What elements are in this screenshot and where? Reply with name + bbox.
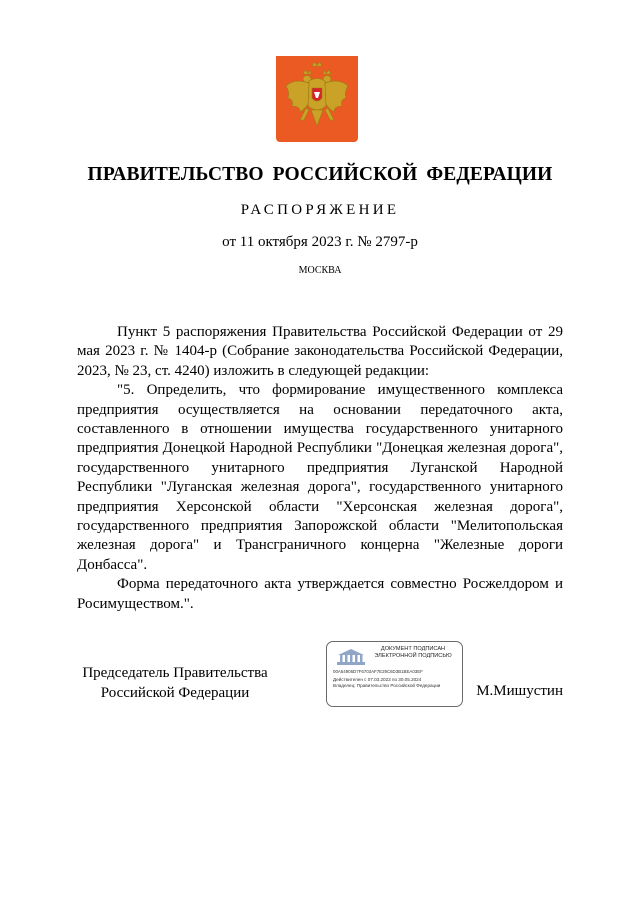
stamp-certificate: 00A54905D7F6703AF7E29C6D3B1BEA03EF bbox=[333, 669, 423, 674]
stamp-details bbox=[333, 677, 458, 689]
signatory-position-line1: Председатель Правительства bbox=[82, 665, 268, 681]
document-type: РАСПОРЯЖЕНИЕ bbox=[240, 202, 400, 218]
government-title: ПРАВИТЕЛЬСТВО РОССИЙСКОЙ ФЕДЕРАЦИИ bbox=[87, 164, 553, 185]
electronic-signature-stamp bbox=[326, 641, 463, 707]
document-city: МОСКВА bbox=[298, 265, 342, 276]
stamp-validity: Действителен с 07.03.2023 по 30.05.2024 bbox=[333, 677, 422, 682]
government-building-icon bbox=[335, 648, 367, 666]
body-paragraph: "5. Определить, что формирование имущественного комплекса предприятия осуществляется на основании передаточного акта, составленного в отношении имущества государственного унитарного предприятия Донецкой Народной Республики "Донецкая железная дорога", государственного унитарного предприятия Луганской Народной Республики "Луганская железная дорога", государственного унитарного предприятия Херсонской области "Херсонская железная дорога", государственного предприятия Запорожской области "Мелитопольская железная дорога" и Трансграничного концерна "Железные дороги Донбасса". bbox=[77, 382, 563, 573]
stamp-title-line1: ДОКУМЕНТ ПОДПИСАН bbox=[380, 646, 446, 652]
body-paragraph: Пункт 5 распоряжения Правительства Российской Федерации от 29 мая 2023 г. № 1404-р (Собрание законодательства Российской Федерации, 2023, № 23, ст. 4240) изложить в следующей редакции: bbox=[77, 324, 563, 379]
signatory-position bbox=[70, 664, 280, 703]
stamp-title-line2: ЭЛЕКТРОННОЙ ПОДПИСЬЮ bbox=[374, 653, 452, 659]
stamp-title bbox=[367, 646, 459, 660]
coat-of-arms-emblem bbox=[276, 56, 358, 142]
signatory-position-line2: Российской Федерации bbox=[100, 684, 250, 701]
document-body bbox=[77, 323, 563, 614]
document-date-number: от 11 октября 2023 г. № 2797-р bbox=[222, 234, 418, 250]
signatory-name: М.Мишустин bbox=[476, 683, 563, 699]
body-paragraph: Форма передаточного акта утверждается совместно Росжелдором и Росимуществом.". bbox=[77, 576, 563, 612]
russian-coat-of-arms-icon bbox=[276, 56, 358, 142]
stamp-owner: Владелец: Правительство Российской Федерации bbox=[333, 683, 441, 688]
